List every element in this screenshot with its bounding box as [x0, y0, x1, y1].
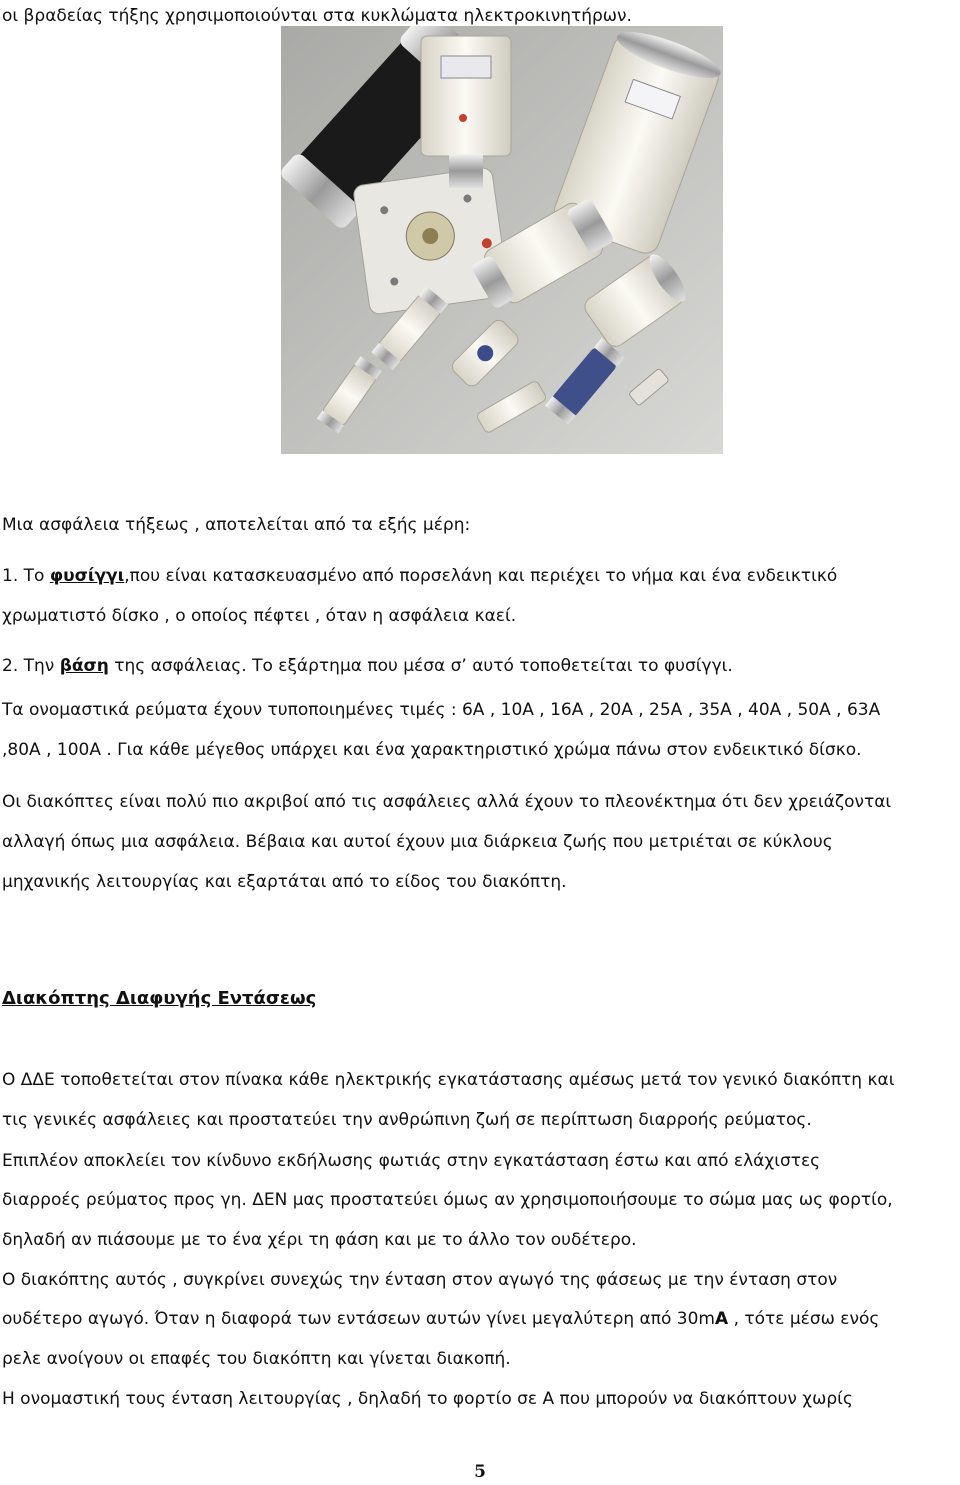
- rcd-p3-line-2c: , τότε μέσω ενός: [728, 1309, 880, 1329]
- item-1-number: 1. Το: [2, 566, 45, 586]
- breakers-line-3: μηχανικής λειτουργίας και εξαρτάται από το είδος του διακόπτη.: [2, 872, 567, 892]
- rcd-p2-line-2: διαρροές ρεύματος προς γη. ΔΕΝ μας προστατεύει όμως αν χρησιμοποιήσουμε το σώμα μας ως φορτίο,: [2, 1190, 893, 1210]
- rcd-p3-unit: A: [715, 1309, 729, 1329]
- ratings-line-2: ,80Α , 100Α . Για κάθε μέγεθος υπάρχει και ένα χαρακτηριστικό χρώμα πάνω στον ενδεικτικό δίσκο.: [2, 740, 862, 760]
- item-1-line-2: χρωματιστό δίσκο , ο οποίος πέφτει , όταν η ασφάλεια καεί.: [2, 606, 517, 626]
- item-1-term: φυσίγγι: [49, 566, 125, 586]
- fuses-illustration: [281, 26, 723, 454]
- rcd-p3-line-3: ρελε ανοίγουν οι επαφές του διακόπτη και γίνεται διακοπή.: [2, 1349, 511, 1369]
- item-1-rest: ,που είναι κατασκευασμένο από πορσελάνη και περιέχει το νήμα και ένα ενδεικτικό: [124, 566, 838, 586]
- item-1-lead: [2, 566, 837, 586]
- breakers-line-1-text: Οι διακόπτες είναι πολύ πιο ακριβοί από τις ασφάλειες αλλά έχουν το πλεονέκτημα ότι δεν χρειάζονται: [2, 792, 892, 812]
- rcd-p2-line-3: δηλαδή αν πιάσουμε με το ένα χέρι τη φάση και με το άλλο τον ουδέτερο.: [2, 1230, 637, 1250]
- item-1-line-1: [2, 566, 958, 586]
- item-2-term: βάση: [59, 656, 109, 676]
- page-number: 5: [474, 1462, 486, 1482]
- item-2-line: [2, 656, 733, 676]
- breakers-line-2: [2, 832, 958, 852]
- section-heading: Διακόπτης Διαφυγής Εντάσεως: [2, 988, 317, 1009]
- rcd-p2-line-1: Επιπλέον αποκλείει τον κίνδυνο εκδήλωσης φωτιάς στην εγκατάσταση έστω και από ελάχιστες: [2, 1151, 821, 1171]
- ratings-line-1: Τα ονομαστικά ρεύματα έχουν τυποποιημένες τιμές : 6Α , 10Α , 16Α , 20Α , 25Α , 35Α , 40Α , 50Α , 63Α: [2, 700, 881, 720]
- rcd-p3-line-2: [2, 1309, 879, 1329]
- fuses-photo: [281, 26, 723, 454]
- item-2-number: 2. Την: [2, 656, 55, 676]
- intro-text-line: οι βραδείας τήξης χρησιμοποιούνται στα κυκλώματα ηλεκτροκινητήρων.: [2, 6, 632, 26]
- breakers-line-2-text: αλλαγή όπως μια ασφάλεια. Βέβαια και αυτοί έχουν μια διάρκεια ζωής που μετριέται σε κύκλους: [2, 832, 833, 852]
- rcd-p1-line-2: τις γενικές ασφάλειες και προστατεύει την ανθρώπινη ζωή σε περίπτωση διαρροής ρεύματος.: [2, 1110, 812, 1130]
- rcd-p3-line-1: Ο διακόπτης αυτός , συγκρίνει συνεχώς την ένταση στον αγωγό της φάσεως με την ένταση στον: [2, 1270, 838, 1290]
- rcd-p3-line-2a: ουδέτερο αγωγό. Όταν η διαφορά των εντάσεων αυτών γίνει μεγαλύτερη από 30m: [2, 1309, 715, 1329]
- breakers-line-1: [2, 792, 958, 812]
- rcd-p4-line-1: Η ονομαστική τους ένταση λειτουργίας , δηλαδή το φορτίο σε Α που μπορούν να διακόπτουν χωρίς: [2, 1389, 853, 1409]
- item-2-rest: της ασφάλειας. Το εξάρτημα που μέσα σ’ αυτό τοποθετείται το φυσίγγι.: [108, 656, 733, 676]
- parts-intro: Μια ασφάλεια τήξεως , αποτελείται από τα εξής μέρη:: [2, 515, 471, 535]
- rcd-p1-line-1: Ο ΔΔΕ τοποθετείται στον πίνακα κάθε ηλεκτρικής εγκατάστασης αμέσως μετά τον γενικό διακόπτη και: [2, 1070, 895, 1090]
